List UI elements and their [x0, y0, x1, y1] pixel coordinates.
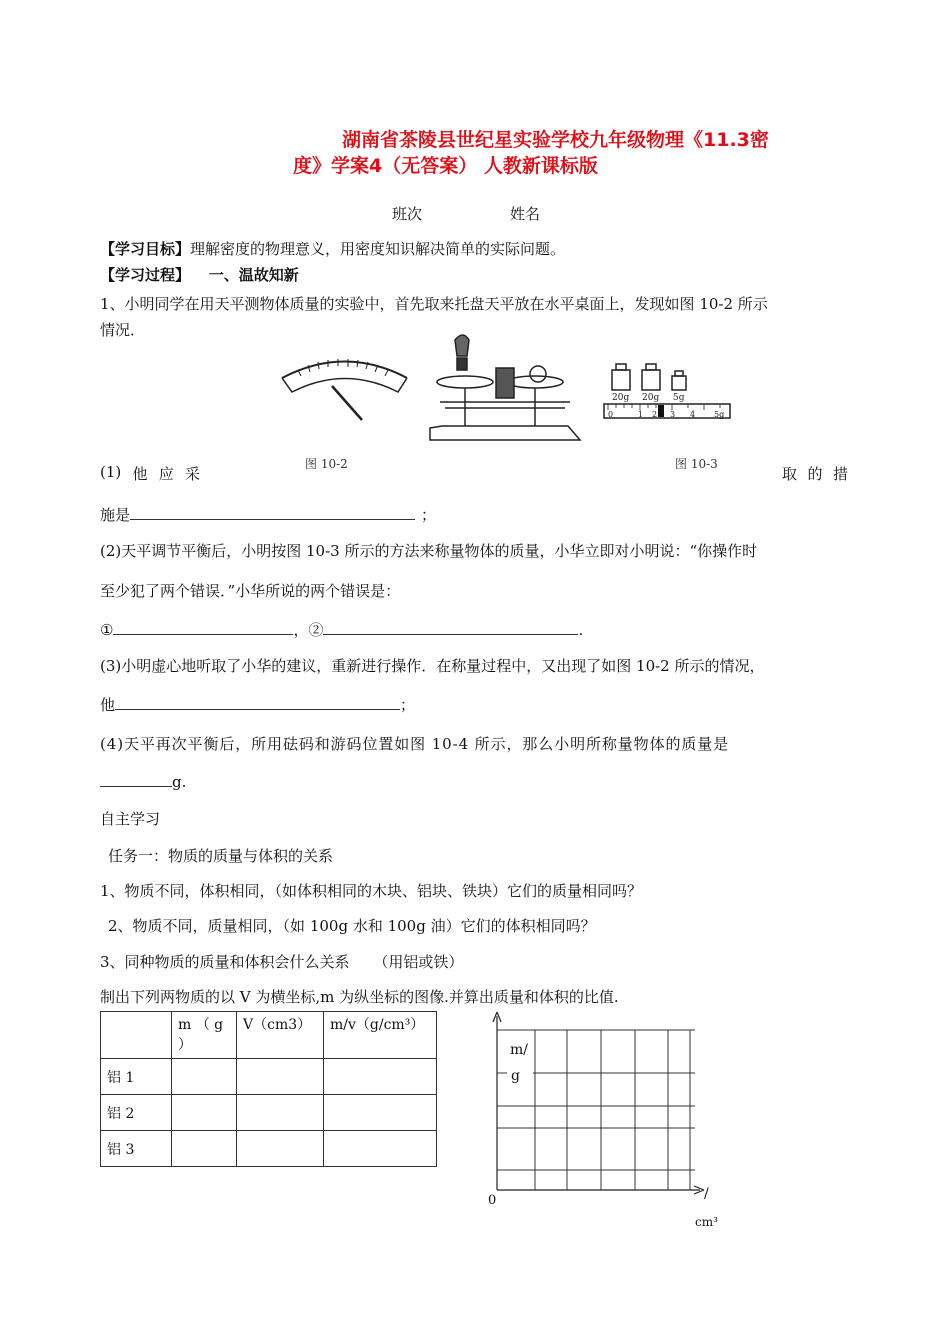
- answer-blank-4[interactable]: [100, 772, 172, 787]
- answer-mark-1: ①: [100, 621, 114, 639]
- weight-label-2: 20g: [642, 393, 660, 403]
- table-row-label: 铝 3: [101, 1131, 172, 1167]
- x-axis-unit: cm³: [695, 1215, 718, 1228]
- question-1-line2: 情况．: [100, 321, 146, 339]
- p1-char: 取: [782, 465, 798, 483]
- rider-tick-1: 1: [638, 410, 644, 419]
- document-title-line1: 湖南省茶陵县世纪星实验学校九年级物理《11.3密: [342, 129, 769, 151]
- mass-volume-table: [100, 1011, 437, 1167]
- p3-end: ；: [400, 696, 416, 714]
- p1-char: 的: [807, 465, 823, 483]
- rider-tick-2: 2: [652, 410, 658, 419]
- part-1-left: [100, 463, 200, 484]
- self-study-heading: 自主学习: [100, 810, 161, 828]
- weight-label-1: 20g: [612, 393, 630, 403]
- learning-objective: [100, 238, 565, 259]
- part-4-answer-line: [100, 772, 186, 791]
- table-cell[interactable]: [172, 1095, 237, 1131]
- weight-label-3: 5g: [673, 393, 685, 403]
- p1-char: 采: [184, 465, 200, 483]
- learning-process: [100, 264, 299, 285]
- p1-char: 应: [158, 465, 174, 483]
- origin-label: 0: [488, 1193, 497, 1208]
- self-study-item-1: 1、物质不同，体积相同，（如体积相同的木块、铝块、铁块）它们的质量相同吗？: [100, 882, 643, 900]
- table-cell[interactable]: [237, 1131, 324, 1167]
- pointer-scale-figure: [282, 359, 407, 420]
- process-section: 一、温故知新: [208, 266, 299, 284]
- self-study-item-2: 2、物质不同，质量相同，（如 100g 水和 100g 油）它们的体积相同吗？: [108, 917, 596, 935]
- part-3-answer-line: [100, 694, 415, 715]
- p1-end: ；: [421, 506, 437, 524]
- table-cell[interactable]: [324, 1095, 437, 1131]
- y-axis-label-bottom: g: [511, 1068, 520, 1084]
- table-row: [101, 1131, 437, 1167]
- table-header-cell: V（cm3）: [237, 1012, 324, 1059]
- p2-end: .: [578, 621, 584, 639]
- table-header-row: [101, 1012, 437, 1059]
- figure-10-3-caption: 图 10-3: [675, 457, 718, 470]
- table-row: [101, 1059, 437, 1095]
- part-2-answers: [100, 619, 583, 640]
- part-1-answer-line: [100, 504, 436, 525]
- table-row-label: 铝 2: [101, 1095, 172, 1131]
- rider-tick-3: 3: [670, 410, 676, 419]
- answer-blank-2a[interactable]: [113, 620, 293, 635]
- table-cell[interactable]: [237, 1059, 324, 1095]
- table-cell[interactable]: [172, 1131, 237, 1167]
- rider-scale: [604, 404, 730, 418]
- p4-unit: g.: [172, 773, 187, 791]
- self-study-item-3: 3、同种物质的质量和体积会什么关系 （用铝或铁）: [100, 953, 464, 971]
- x-axis-slash: /: [704, 1186, 709, 1202]
- question-1-line1: 1、小明同学在用天平测物体质量的实验中，首先取来托盘天平放在水平桌面上，发现如图 10-2 所示: [100, 295, 768, 313]
- part-3-line1: (3)小明虚心地听取了小华的建议，重新进行操作．在称量过程中，又出现了如图 10-2 所示的情况，: [100, 657, 765, 675]
- figure-10-2-caption: 图 10-2: [305, 457, 348, 470]
- process-tag: 【学习过程】: [100, 266, 191, 284]
- task-one: 任务一：物质的质量与体积的关系: [108, 847, 334, 865]
- balance-figure: [430, 335, 580, 440]
- graph-instruction: 制出下列两物质的以 V 为横坐标,m 为纵坐标的图像.并算出质量和体积的比值.: [100, 988, 619, 1006]
- answer-mark-2: ，②: [293, 621, 324, 639]
- balance-figures: [270, 330, 740, 470]
- rider-tick-0: 0: [608, 410, 614, 419]
- table-cell[interactable]: [237, 1095, 324, 1131]
- objective-text: 理解密度的物理意义，用密度知识解决简单的实际问题。: [190, 240, 566, 258]
- name-label: 姓名: [510, 205, 541, 223]
- table-cell[interactable]: [324, 1131, 437, 1167]
- p1-char: (1): [100, 463, 122, 481]
- mass-volume-graph[interactable]: [480, 1008, 730, 1228]
- table-row-label: 铝 1: [101, 1059, 172, 1095]
- weights-figure: [612, 364, 686, 390]
- p1-line2: 施是: [100, 506, 131, 524]
- part-2-line2: 至少犯了两个错误．”小华所说的两个错误是：: [100, 582, 401, 600]
- answer-blank-3[interactable]: [115, 695, 400, 710]
- table-header-cell: m/v（g/cm³）: [324, 1012, 437, 1059]
- part-4-line1: (4)天平再次平衡后，所用砝码和游码位置如图 10-4 所示，那么小明所称量物体的质量是: [100, 735, 730, 753]
- answer-blank-2b[interactable]: [323, 620, 578, 635]
- table-header-cell: m （ g ）: [172, 1012, 237, 1059]
- table-row: [101, 1095, 437, 1131]
- objective-tag: 【学习目标】: [100, 240, 191, 258]
- answer-blank-1[interactable]: [130, 505, 415, 520]
- part-1-right: [782, 463, 848, 484]
- part-2-line1: (2)天平调节平衡后，小明按图 10-3 所示的方法来称量物体的质量，小华立即对小明说：“你操作时: [100, 542, 758, 560]
- rider-tick-4: 4: [690, 410, 696, 419]
- document-title-line2: 度》学案4（无答案） 人教新课标版: [293, 155, 598, 177]
- p1-char: 他: [132, 465, 148, 483]
- y-axis-label-top: m/: [510, 1042, 528, 1058]
- class-label: 班次: [392, 205, 423, 223]
- p3-line2: 他: [100, 696, 116, 714]
- p1-char: 措: [832, 465, 848, 483]
- rider-tick-5: 5g: [714, 410, 725, 419]
- table-header-cell: [101, 1012, 172, 1059]
- table-cell[interactable]: [324, 1059, 437, 1095]
- table-cell[interactable]: [172, 1059, 237, 1095]
